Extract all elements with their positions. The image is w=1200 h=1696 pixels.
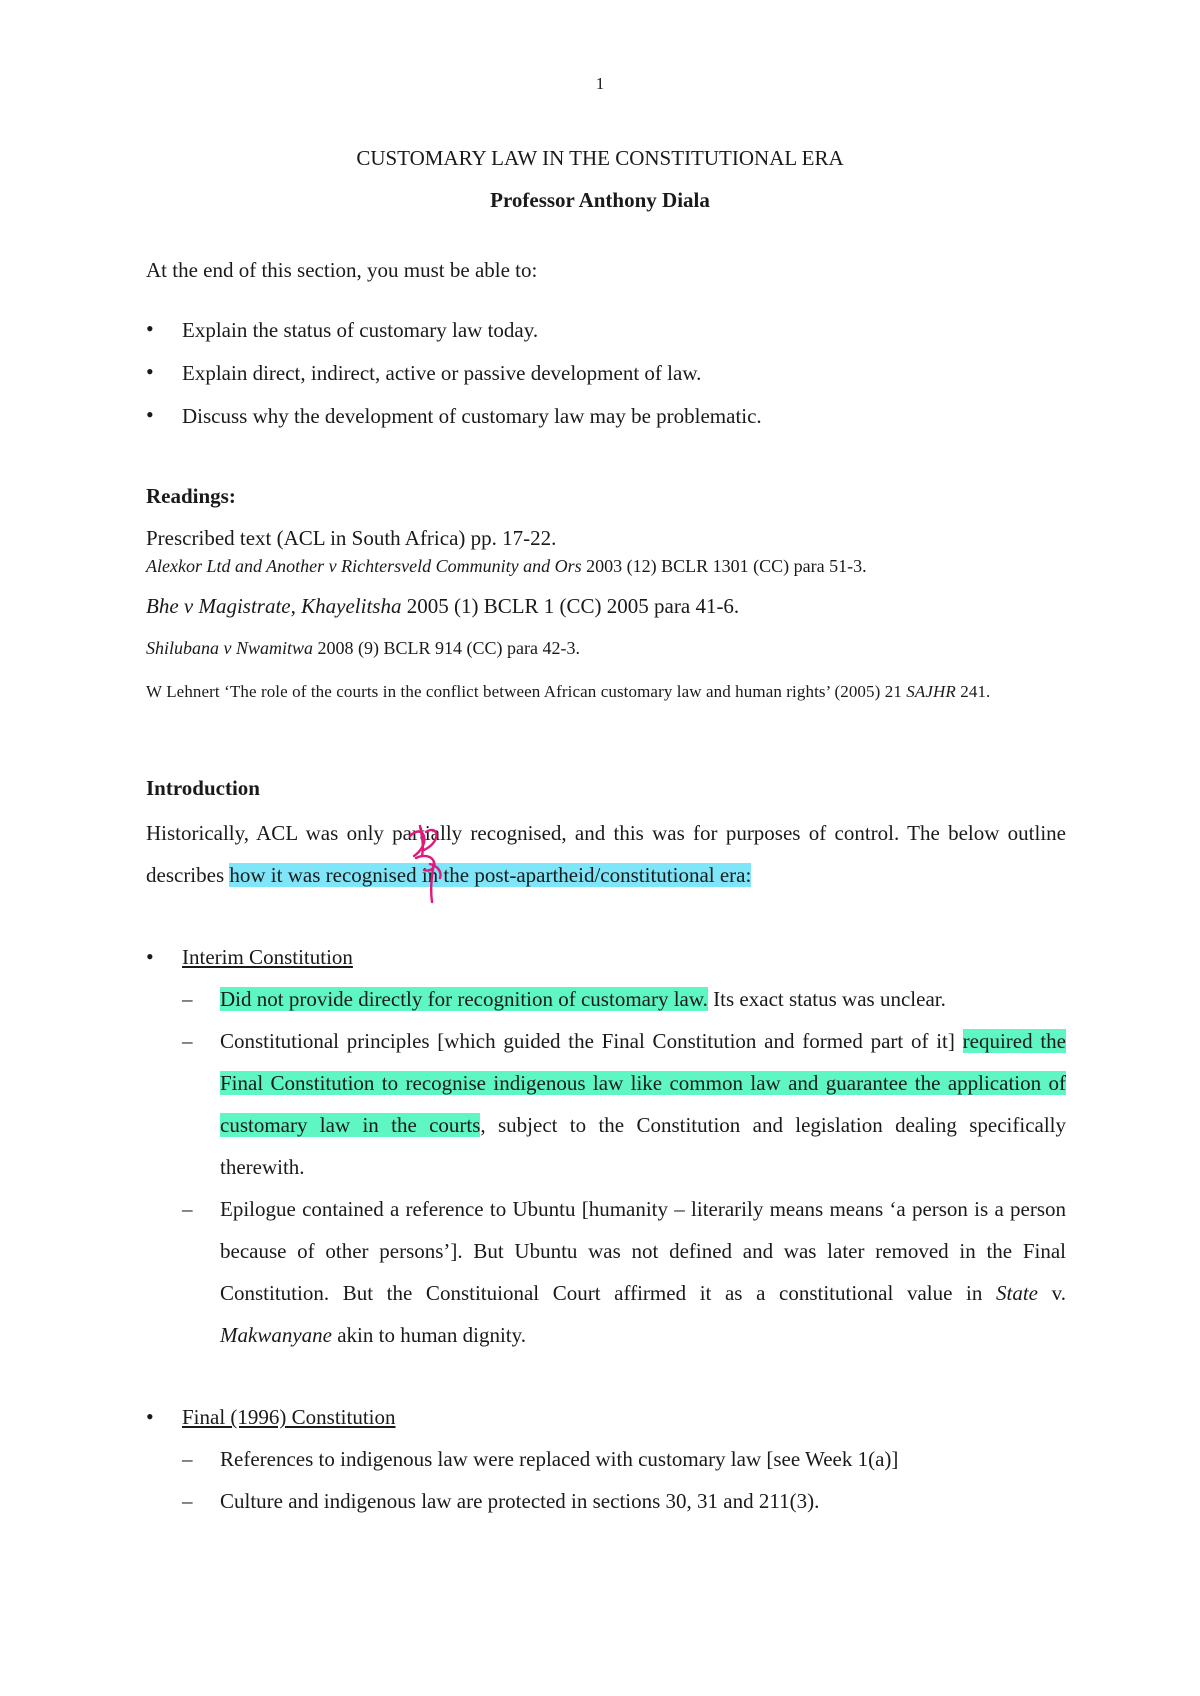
list-item — [146, 1020, 1066, 1188]
page-number: 1 — [595, 74, 605, 93]
case-citation: 2003 (12) BCLR 1301 (CC) para 51-3. — [581, 556, 867, 576]
item-text: Epilogue contained a reference to Ubuntu [humanity – literarily means means ‘a person is a person because of other persons’]. But Ubuntu was not defined and was later removed in the Final Constitution. But the Constituional Court affirmed it as a constitutional value in — [220, 1197, 1066, 1305]
final-constitution-list — [146, 1438, 1066, 1522]
item-text: v. — [1038, 1281, 1066, 1305]
item-text: akin to human dignity. — [331, 1323, 527, 1347]
objectives-intro: At the end of this section, you must be able to: — [146, 258, 538, 282]
objective-item: • Explain direct, indirect, active or passive development of law. — [146, 361, 762, 404]
case-citation: 2008 (9) BCLR 914 (CC) para 42-3. — [313, 638, 580, 658]
reading-alexkor — [146, 556, 867, 577]
item-text: Its exact status was unclear. — [707, 987, 946, 1011]
green-highlight: Did not provide directly for recognition of customary law. — [220, 987, 708, 1011]
case-name: Makwanyane — [220, 1323, 332, 1347]
reading-bhe — [146, 594, 739, 619]
reading-prescribed-text: Prescribed text (ACL in South Africa) pp. 17-22. — [146, 526, 557, 550]
interim-constitution-section — [146, 936, 1066, 1356]
pen-annotation-icon — [402, 822, 462, 904]
intro-text: Historically, ACL was only partially recognised, and this was for purposes of control. The below outline describes — [146, 821, 1066, 887]
objective-item: • Explain the status of customary law today. — [146, 318, 762, 361]
final-constitution-heading — [146, 1396, 1066, 1438]
interim-constitution-list — [146, 978, 1066, 1356]
list-item: – Culture and indigenous law are protected in sections 30, 31 and 211(3). — [146, 1480, 1066, 1522]
introduction-paragraph — [146, 812, 1066, 896]
green-highlight: required the Final Constitution to recognise indigenous law like common law and guarantee the application of customary law in the courts — [220, 1029, 1066, 1137]
article-citation: W Lehnert ‘The role of the courts in the conflict between African customary law and human rights’ (2005) 21 — [146, 682, 907, 701]
case-name: Alexkor Ltd and Another v Richtersveld Community and Ors — [146, 556, 582, 576]
heading-text: Final (1996) Constitution — [182, 1405, 396, 1429]
journal-name: SAJHR — [906, 682, 956, 701]
interim-constitution-heading — [146, 936, 1066, 978]
list-item — [146, 1188, 1066, 1356]
objective-item: • Discuss why the development of customary law may be problematic. — [146, 404, 762, 447]
document-title: CUSTOMARY LAW IN THE CONSTITUTIONAL ERA — [356, 146, 844, 170]
objectives-list — [146, 318, 762, 447]
reading-lehnert — [146, 678, 1066, 706]
reading-shilubana — [146, 638, 580, 659]
blue-highlight: how it was recognised in the post-apartheid/constitutional era: — [229, 863, 752, 887]
case-name: State — [996, 1281, 1038, 1305]
case-name: Shilubana v Nwamitwa — [146, 638, 314, 658]
heading-text: Interim Constitution — [182, 945, 353, 969]
case-citation: 2005 (1) BCLR 1 (CC) 2005 para 41-6. — [401, 594, 740, 618]
item-text: Constitutional principles [which guided the Final Constitution and formed part of it] — [220, 1029, 963, 1053]
item-text: , subject to the Constitution and legislation dealing specifically therewith. — [220, 1113, 1067, 1179]
introduction-heading: Introduction — [146, 776, 260, 800]
list-item — [146, 978, 1066, 1020]
document-author: Professor Anthony Diala — [490, 188, 710, 212]
case-name: Bhe v Magistrate, Khayelitsha — [146, 594, 402, 618]
final-constitution-section — [146, 1396, 1066, 1522]
list-item: – References to indigenous law were replaced with customary law [see Week 1(a)] — [146, 1438, 1066, 1480]
article-page: 241. — [955, 682, 991, 701]
readings-heading: Readings: — [146, 484, 236, 508]
